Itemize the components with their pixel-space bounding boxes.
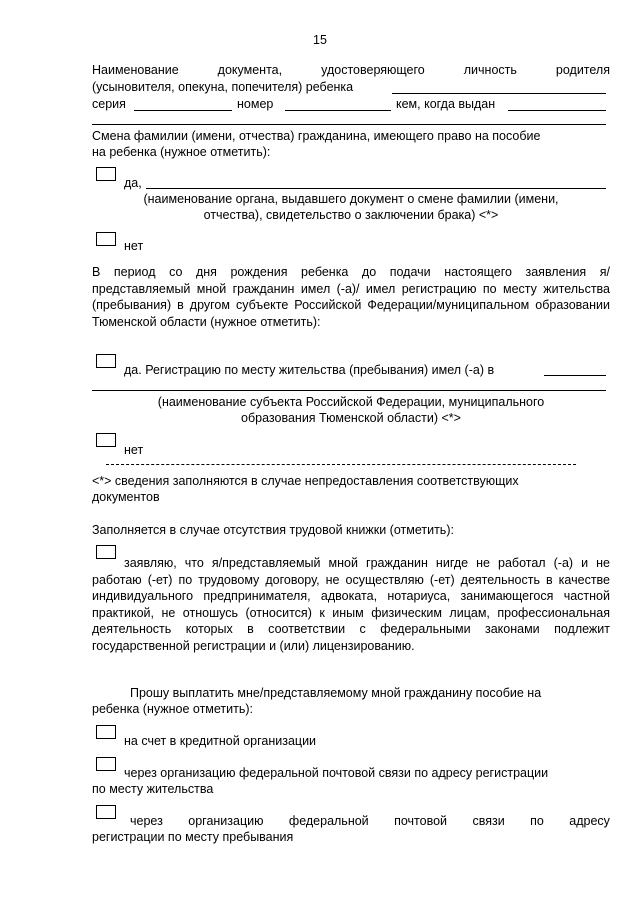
registration-no-label: нет — [124, 443, 144, 457]
name-change-question: Смена фамилии (имени, отчества) гражданина, имеющего право на пособие — [92, 129, 541, 143]
issued-field-continued[interactable] — [92, 124, 606, 125]
registration-yes-checkbox[interactable] — [96, 354, 116, 368]
no-workbook-statement-text: заявляю, что я/представляемый мной гражданин нигде не работал (-а) и не работаю (-ет) по трудовому договору, не осуществляю (-ет) деятельность в качестве индивидуального предпринимателя, адвоката, нотариуса, занимающегося частной практикой, не отношусь (относится) к иным физическим лицам, профессиональная деятельность которых в соответствии с федеральными законами подлежит государственной регистрации и (или) — [92, 556, 610, 653]
payment-post-residence-label: через организацию федеральной почтовой связи по адресу регистрации — [124, 766, 549, 780]
word: удостоверяющего — [321, 63, 425, 77]
no-workbook-title: Заполняется в случае отсутствия трудовой книжки (отметить): — [92, 523, 454, 537]
registration-hint-2: образования Тюменской области) <*> — [241, 411, 461, 425]
page-number: 15 — [313, 33, 327, 47]
name-change-hint-1: (наименование органа, выдавшего документ о смене фамилии (имени, — [143, 192, 559, 206]
word: почтовой — [394, 814, 448, 828]
name-change-hint-2: отчества), свидетельство о заключении брака) <*> — [203, 208, 499, 222]
registration-question — [92, 264, 610, 330]
issued-field[interactable] — [508, 110, 606, 111]
word: организацию — [188, 814, 264, 828]
series-label: серия — [92, 97, 126, 111]
payment-post-stay-checkbox[interactable] — [96, 805, 116, 819]
payment-bank-label: на счет в кредитной организации — [124, 734, 317, 748]
word: по — [530, 814, 544, 828]
parent-doc-line1 — [92, 62, 610, 78]
payment-post-stay-label — [130, 813, 610, 829]
no-workbook-statement-last: лицензированию. — [312, 638, 415, 653]
name-change-authority-field[interactable] — [146, 188, 606, 189]
payment-post-residence-label-2: по месту жительства — [92, 782, 214, 796]
payment-request: Прошу выплатить мне/представляемому мной гражданину пособие на — [130, 686, 542, 700]
word: документа, — [217, 63, 283, 77]
footnote-line-1: <*> сведения заполняются в случае непредоставления соответствующих — [92, 474, 519, 488]
footnote-line-2: документов — [92, 490, 160, 504]
registration-yes-label: да. Регистрацию по месту жительства (пребывания) имел (-а) в — [124, 363, 495, 377]
name-change-yes-label: да, — [124, 176, 142, 190]
number-label: номер — [237, 97, 274, 111]
word: через — [130, 814, 163, 828]
registration-region-field[interactable] — [544, 375, 606, 376]
registration-hint-1: (наименование субъекта Российской Федерации, муниципального — [157, 395, 545, 409]
name-change-yes-checkbox[interactable] — [96, 167, 116, 181]
registration-no-checkbox[interactable] — [96, 433, 116, 447]
registration-question-text: В период со дня рождения ребенка до подачи настоящего заявления я/ представляемый мной гражданин имел (-а)/ имел регистрацию по месту жительства (пребывания) в другом субъекте Российской Федерации/муниципальном образовании Тюменской области (нужное — [92, 265, 610, 329]
footnote-divider — [106, 464, 576, 465]
child-name-field[interactable] — [392, 93, 606, 94]
no-workbook-statement — [92, 555, 610, 654]
issued-label: кем, когда выдан — [396, 97, 496, 111]
name-change-no-checkbox[interactable] — [96, 232, 116, 246]
registration-region-field-continued[interactable] — [92, 390, 606, 391]
payment-post-stay-label-2: регистрации по месту пребывания — [92, 830, 294, 844]
word: Наименование — [92, 63, 179, 77]
payment-bank-checkbox[interactable] — [96, 725, 116, 739]
parent-doc-line2: (усыновителя, опекуна, попечителя) ребенка — [92, 80, 354, 94]
word: связи — [472, 814, 505, 828]
series-field[interactable] — [134, 110, 232, 111]
payment-request-2: ребенка (нужное отметить): — [92, 702, 254, 716]
word: родителя — [555, 63, 610, 77]
word: федеральной — [288, 814, 369, 828]
name-change-question-2: на ребенка (нужное отметить): — [92, 145, 271, 159]
name-change-no-label: нет — [124, 239, 144, 253]
word: личность — [463, 63, 517, 77]
number-field[interactable] — [285, 110, 391, 111]
payment-post-residence-checkbox[interactable] — [96, 757, 116, 771]
registration-question-last: отметить): — [260, 314, 321, 329]
word: адресу — [569, 814, 610, 828]
